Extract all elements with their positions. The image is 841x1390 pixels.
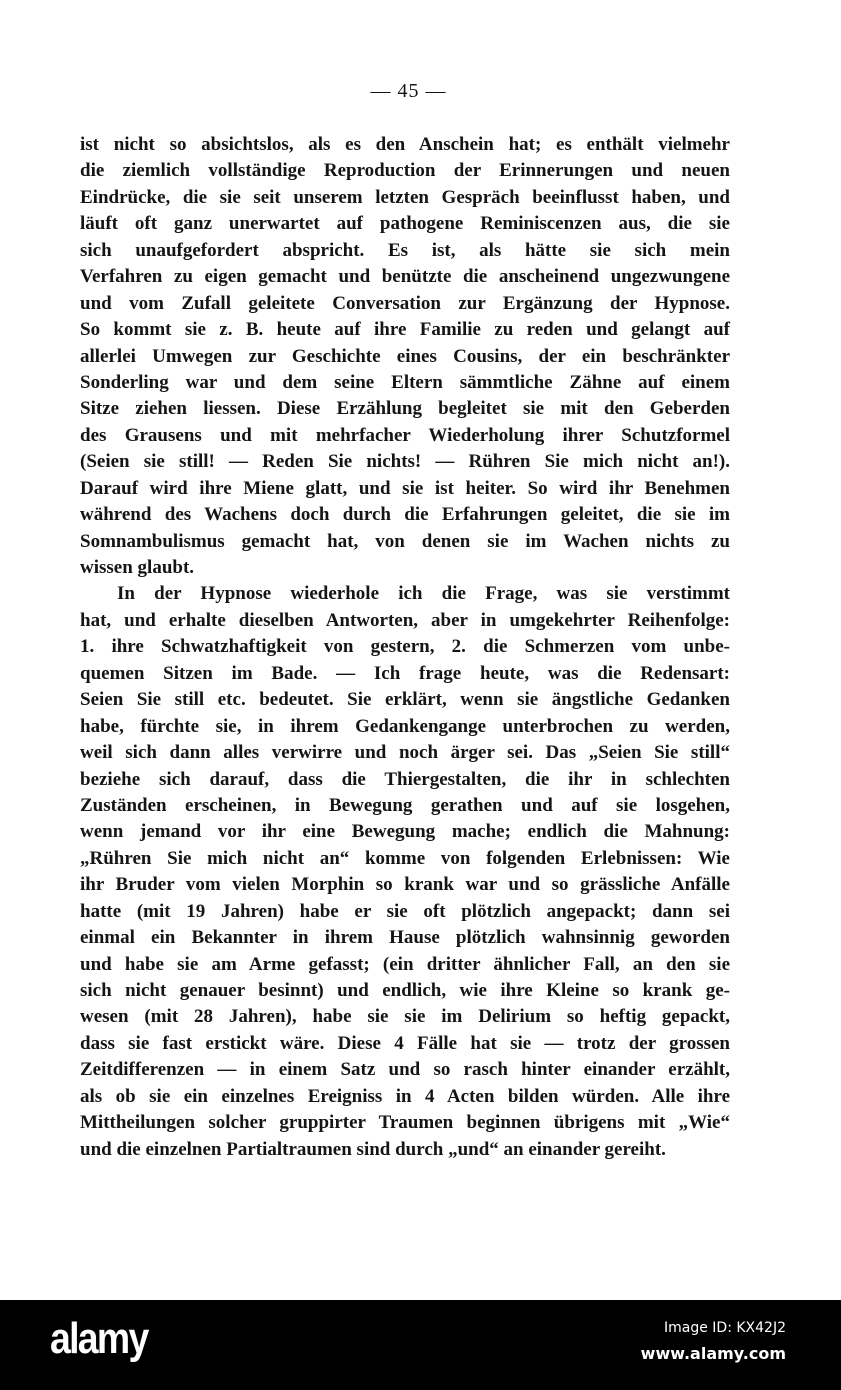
text-line: wesen (mit 28 Jahren), habe sie sie im Delirium so heftig gepackt,	[80, 1006, 730, 1028]
body-text	[80, 132, 730, 1163]
text-line: weil sich dann alles verwirre und noch ärger sei. Das „Seien Sie still“	[80, 742, 730, 764]
text-line: Darauf wird ihre Miene glatt, und sie ist heiter. So wird ihr Benehmen	[80, 477, 730, 499]
text-line: Zeitdifferenzen — in einem Satz und so rasch hinter einander erzählt,	[80, 1059, 730, 1081]
text-line: Sitze ziehen liessen. Diese Erzählung begleitet sie mit den Geberden	[80, 398, 730, 420]
page-number: — 45 —	[370, 80, 447, 102]
text-line: als ob sie ein einzelnes Ereigniss in 4 Acten bilden würden. Alle ihre	[80, 1085, 730, 1107]
text-line: während des Wachens doch durch die Erfahrungen geleitet, die sie im	[80, 504, 730, 526]
text-line: hatte (mit 19 Jahren) habe er sie oft plötzlich angepackt; dann sei	[80, 900, 730, 922]
text-line: „Rühren Sie mich nicht an“ komme von folgenden Erlebnissen: Wie	[80, 847, 730, 869]
text-line: ist nicht so absichtslos, als es den Anschein hat; es enthält vielmehr	[80, 134, 730, 155]
text-line: Zuständen erscheinen, in Bewegung gerathen und auf sie losgehen,	[80, 794, 730, 816]
text-line: sich unaufgefordert abspricht. Es ist, als hätte sie sich mein	[80, 239, 730, 261]
text-line: dass sie fast erstickt wäre. Diese 4 Fälle hat sie — trotz der grossen	[80, 1032, 730, 1054]
text-line: (Seien sie still! — Reden Sie nichts! — Rühren Sie mich nicht an!).	[80, 451, 730, 473]
text-line: einmal ein Bekannter in ihrem Hause plötzlich wahnsinnig geworden	[80, 927, 730, 949]
text-line: und die einzelnen Partialtraumen sind durch „und“ an einander gereiht.	[80, 1138, 666, 1160]
text-line: und vom Zufall geleitete Conversation zur Ergänzung der Hypnose.	[80, 292, 730, 314]
watermark-bar	[0, 1300, 841, 1390]
text-line: des Grausens und mit mehrfacher Wiederholung ihrer Schutzformel	[80, 424, 730, 446]
image-id: Image ID: KX42J2	[664, 1320, 786, 1336]
text-line: hat, und erhalte dieselben Antworten, aber in umgekehrter Reihenfolge:	[80, 609, 730, 631]
text-line: Somnambulismus gemacht hat, von denen sie im Wachen nichts zu	[80, 530, 730, 552]
text-line: wenn jemand vor ihr eine Bewegung mache; endlich die Mahnung:	[80, 821, 730, 843]
text-line: So kommt sie z. B. heute auf ihre Familie zu reden und gelangt auf	[80, 319, 730, 341]
text-line: habe, fürchte sie, in ihrem Gedankengange unterbrochen zu werden,	[80, 715, 730, 737]
text-line: die ziemlich vollständige Reproduction der Erinnerungen und neuen	[80, 160, 730, 182]
text-line: In der Hypnose wiederhole ich die Frage, was sie verstimmt	[117, 583, 730, 605]
text-line: beziehe sich darauf, dass die Thiergestalten, die ihr in schlechten	[80, 768, 730, 790]
text-line: läuft oft ganz unerwartet auf pathogene Reminiscenzen aus, die sie	[80, 213, 730, 235]
text-line: ihr Bruder vom vielen Morphin so krank war und so grässliche Anfälle	[80, 874, 730, 896]
text-line: wissen glaubt.	[80, 557, 195, 578]
text-line: allerlei Umwegen zur Geschichte eines Cousins, der ein beschränkter	[80, 345, 730, 367]
text-line: sich nicht genauer besinnt) und endlich, wie ihre Kleine so krank ge-	[80, 980, 730, 1001]
text-line: 1. ihre Schwatzhaftigkeit von gestern, 2. die Schmerzen vom unbe-	[80, 636, 730, 658]
alamy-logo: alamy	[50, 1314, 148, 1363]
site-url: www.alamy.com	[640, 1344, 786, 1363]
text-line: Eindrücke, die sie seit unserem letzten Gespräch beeinflusst haben, und	[80, 186, 730, 208]
text-line: Sonderling war und dem seine Eltern sämmtliche Zähne auf einem	[80, 371, 730, 393]
text-line: Verfahren zu eigen gemacht und benützte die anscheinend ungezwungene	[80, 266, 730, 288]
text-line: Mittheilungen solcher gruppirter Traumen beginnen übrigens mit „Wie“	[80, 1112, 730, 1134]
text-line: Seien Sie still etc. bedeutet. Sie erklärt, wenn sie ängstliche Gedanken	[80, 689, 730, 711]
text-line: und habe sie am Arme gefasst; (ein dritter ähnlicher Fall, an den sie	[80, 953, 730, 975]
text-line: quemen Sitzen im Bade. — Ich frage heute, was die Redensart:	[80, 662, 730, 684]
